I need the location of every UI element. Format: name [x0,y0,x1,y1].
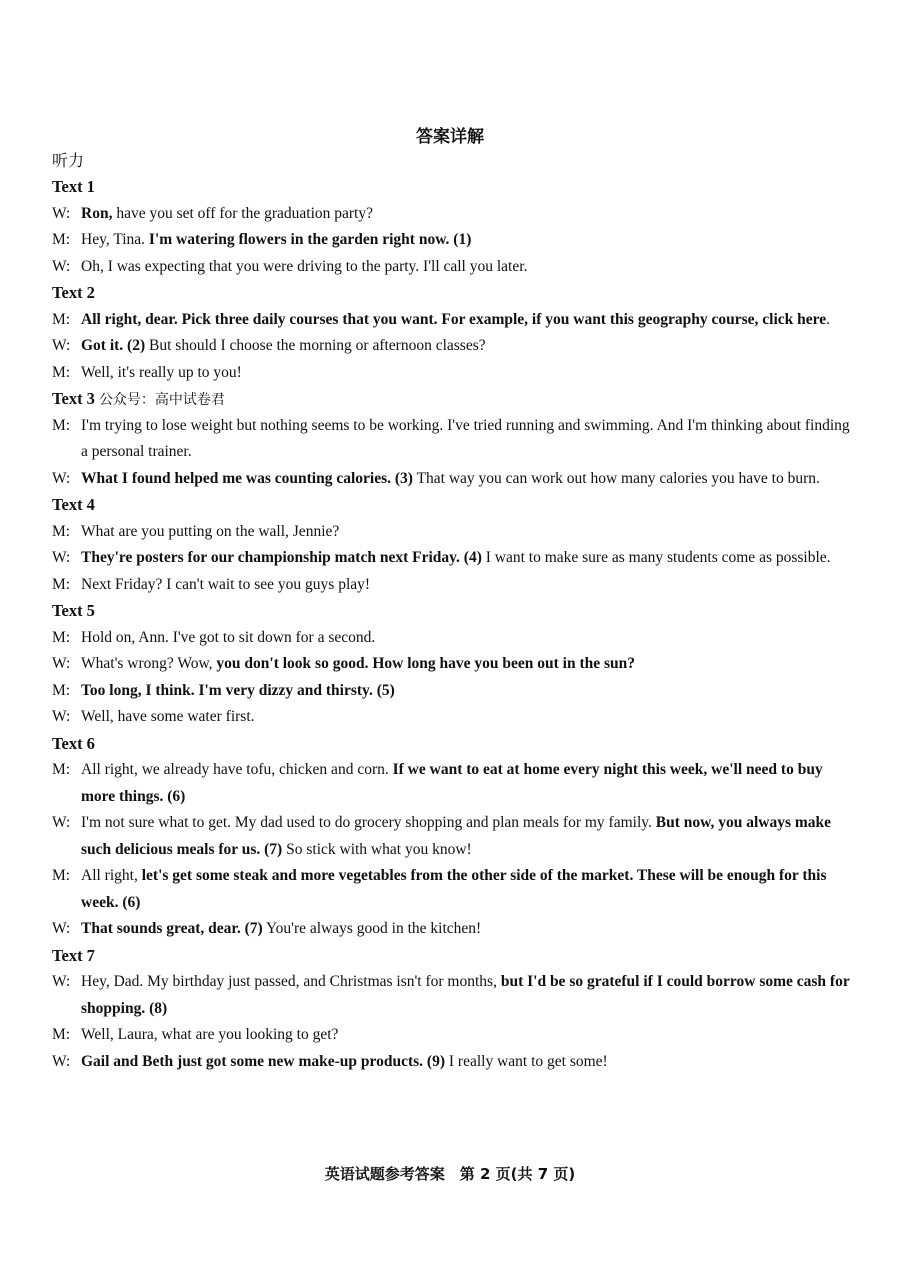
dialogue-line [52,757,852,810]
dialogue-text: Oh, I was expecting that you were driving to the party. I'll call you later. [81,257,528,275]
speaker-label: W: [52,469,71,487]
answer-text: but I'd be so grateful if I could borrow some cash for shopping. (8) [81,973,850,1017]
speaker-label: W: [52,973,71,990]
dialogue-text: I want to make sure as many students come as possible. [481,549,831,566]
dialogue-line [52,810,852,863]
answer-text: Gail and Beth just got some new make-up products. (9) [81,1052,445,1070]
dialogue-heading-label: Text 7 [52,945,95,965]
dialogue-line [52,969,852,1022]
page-footer: 英语试题参考答案 第 2 页(共 7 页) [324,1165,576,1183]
speaker-label: M: [52,231,71,248]
dialogue-text: Hey, Dad. My birthday just passed, and Christmas isn't for months, [81,973,501,990]
speaker-label: W: [52,814,71,831]
dialogue-list [52,174,852,1075]
dialogue-text: Hey, Tina. [81,231,149,248]
speaker-label: M: [52,867,71,884]
speaker-label: M: [52,628,71,646]
answer-text: That sounds great, dear. (7) [81,920,263,937]
answer-text: you don't look so good. How long have you been out in the sun? [216,655,636,672]
dialogue-text: Well, have some water first. [81,708,255,725]
speaker-label: M: [52,681,71,699]
answer-text: All right, dear. Pick three daily courses that you want. For example, if you want this geography course, click here [81,310,827,328]
dialogue-block [52,280,852,386]
dialogue-line [52,254,852,281]
dialogue-text: . [826,310,830,328]
dialogue-block [52,943,852,1076]
dialogue-line [52,466,852,493]
speaker-label: W: [52,1052,71,1070]
dialogue-line [52,413,852,466]
dialogue-text: But should I choose the morning or afternoon classes? [145,337,486,354]
dialogue-line [52,1022,852,1049]
dialogue-text: You're always good in the kitchen! [262,920,482,937]
dialogue-line [52,863,852,916]
dialogue-block [52,386,852,492]
speaker-label: W: [52,708,71,725]
dialogue-block [52,731,852,943]
dialogue-text: I'm trying to lose weight but nothing seems to be working. I've tried running and swimming. And I'm thinking about finding a personal trainer. [81,416,850,460]
dialogue-line [52,704,852,731]
dialogue-line [52,651,852,678]
dialogue-line [52,519,852,546]
dialogue-block [52,174,852,280]
dialogue-line [52,625,852,652]
dialogue-heading [52,731,852,758]
dialogue-text: That way you can work out how many calories you have to burn. [412,469,820,487]
section-label: 听力 [52,151,85,170]
speaker-label: M: [52,522,71,540]
answer-text: If we want to eat at home every night this week, we'll need to buy more things. (6) [81,761,823,805]
speaker-label: W: [52,257,71,275]
dialogue-text: Well, Laura, what are you looking to get? [81,1026,339,1043]
dialogue-block [52,492,852,598]
speaker-label: W: [52,655,71,672]
dialogue-text: have you set off for the graduation party? [112,204,373,222]
dialogue-text: All right, we already have tofu, chicken and corn. [81,761,393,778]
answer-text: Too long, I think. I'm very dizzy and thirsty. (5) [81,681,395,699]
speaker-label: M: [52,416,71,434]
dialogue-line [52,1049,852,1076]
dialogue-heading-label: Text 3 [52,389,95,408]
dialogue-heading [52,280,852,307]
answer-text: let's get some steak and more vegetables from the other side of the market. These will be enough for this week. (6) [81,867,827,911]
answer-text: What I found helped me was counting calories. (3) [81,469,413,487]
speaker-label: W: [52,337,71,354]
speaker-label: M: [52,761,71,778]
dialogue-text: So stick with what you know! [282,840,472,858]
speaker-label: M: [52,363,71,381]
answer-text: They're posters for our championship match next Friday. (4) [81,549,482,566]
speaker-label: M: [52,575,71,593]
answer-text: But now, you always make such delicious meals for us. (7) [81,814,832,858]
answer-text: I'm watering flowers in the garden right now. (1) [148,231,472,248]
dialogue-block [52,598,852,731]
dialogue-heading [52,174,852,201]
dialogue-heading-label: Text 2 [52,283,95,302]
listening-content [52,148,852,1075]
speaker-label: W: [52,204,71,222]
dialogue-heading-label: Text 5 [52,601,95,620]
dialogue-text: I really want to get some! [445,1052,608,1070]
dialogue-line [52,572,852,599]
dialogue-heading-label: Text 1 [52,177,95,196]
dialogue-line [52,307,852,334]
dialogue-text: What are you putting on the wall, Jennie? [81,522,340,540]
page-title: 答案详解 [416,127,484,147]
dialogue-heading-label: Text 4 [52,495,95,514]
dialogue-line [52,916,852,943]
dialogue-heading-label: Text 6 [52,733,95,753]
dialogue-line [52,545,852,572]
dialogue-text: Well, it's really up to you! [81,363,242,381]
dialogue-text: Next Friday? I can't wait to see you guys play! [81,575,371,593]
dialogue-heading [52,386,852,413]
speaker-label: M: [52,310,71,328]
dialogue-heading [52,598,852,625]
dialogue-text: What's wrong? Wow, [81,655,217,672]
answer-text: Got it. (2) [81,337,146,354]
dialogue-text: I'm not sure what to get. My dad used to do grocery shopping and plan meals for my family. [81,814,656,831]
dialogue-heading [52,943,852,970]
dialogue-text: All right, [81,867,142,884]
dialogue-line [52,227,852,254]
answer-text: Ron, [81,204,113,222]
speaker-label: W: [52,920,71,937]
heading-note: 公众号：高中试卷君 [98,392,225,408]
speaker-label: M: [52,1026,71,1043]
dialogue-heading [52,492,852,519]
dialogue-line [52,333,852,360]
dialogue-text: Hold on, Ann. I've got to sit down for a second. [81,628,376,646]
dialogue-line [52,201,852,228]
dialogue-line [52,678,852,705]
dialogue-line [52,360,852,387]
speaker-label: W: [52,549,71,566]
